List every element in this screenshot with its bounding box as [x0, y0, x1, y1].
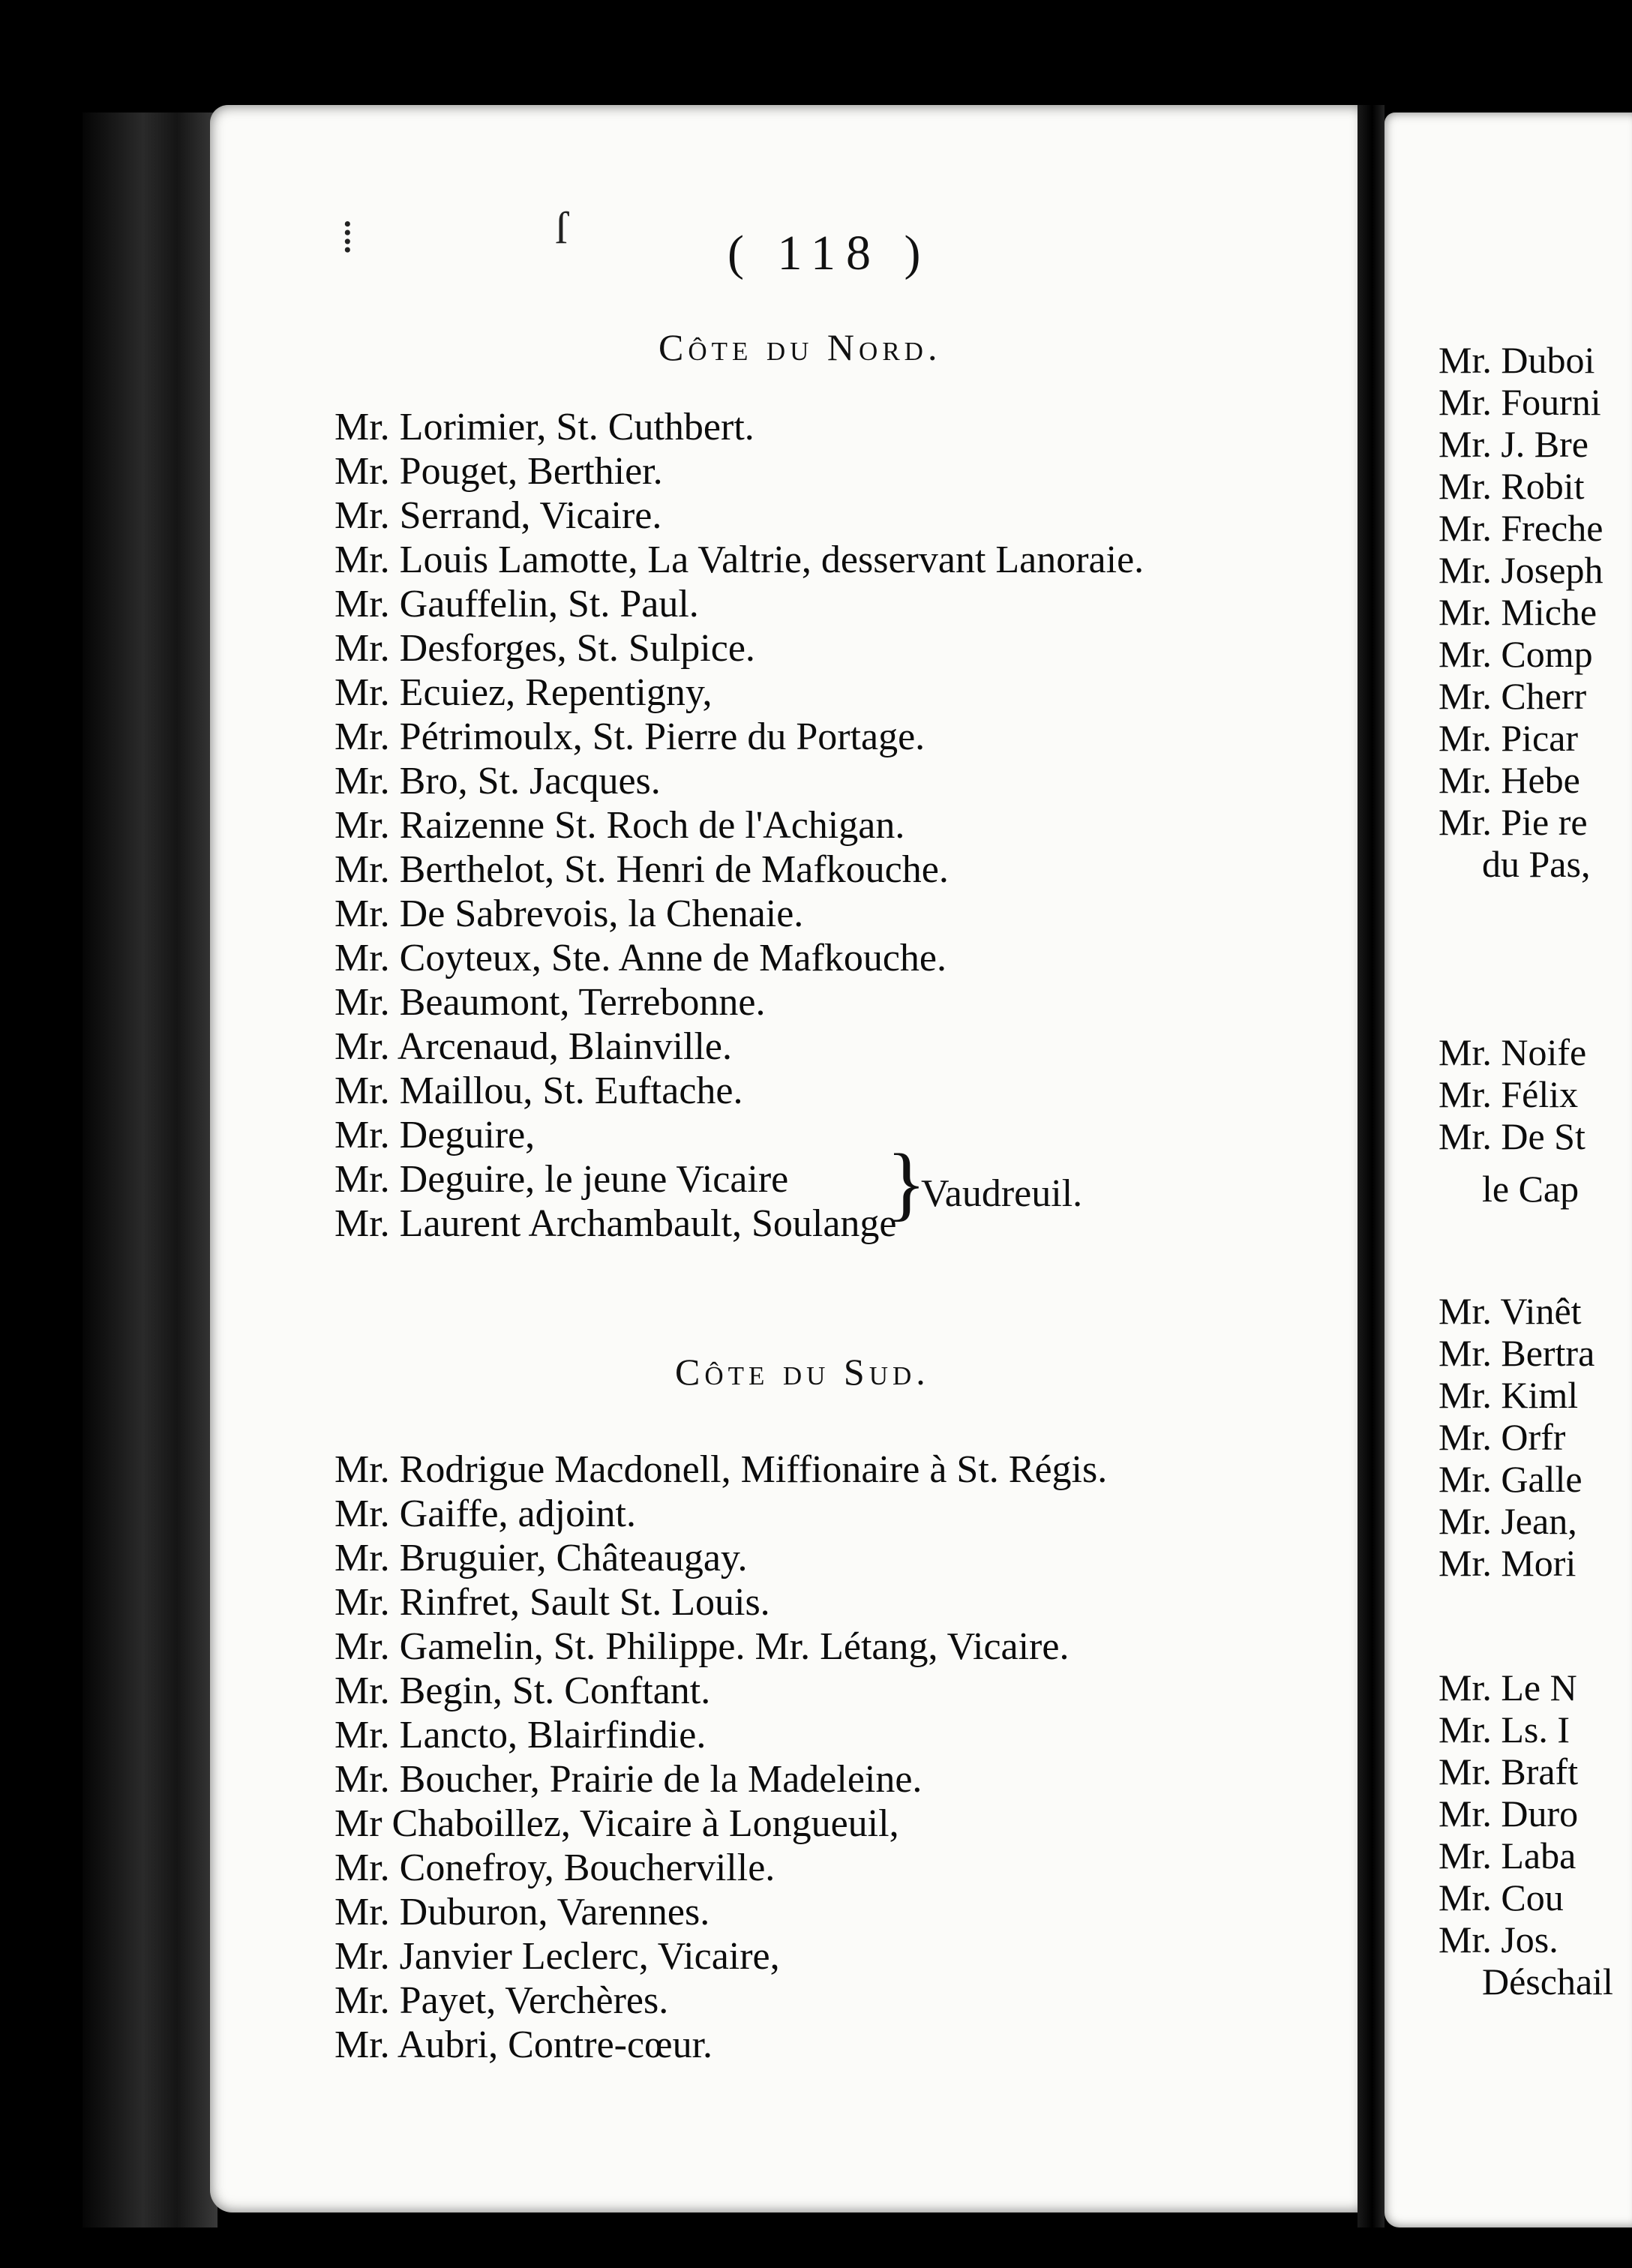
list-item: Mr. Jos.	[1438, 1918, 1558, 1960]
list-item: Mr. J. Bre	[1438, 423, 1588, 465]
right-page-group-1	[1438, 339, 1632, 885]
list-item: Mr. Gauffelin, St. Paul.	[334, 583, 699, 626]
list-item: Mr. Bro, St. Jacques.	[334, 760, 661, 802]
entry-list-sud	[334, 1448, 1107, 2067]
list-item: Mr. Bertra	[1438, 1332, 1595, 1374]
list-item: Mr. Deguire, le jeune Vicaire	[334, 1158, 789, 1201]
list-item: Mr. Beaumont, Terrebonne.	[334, 981, 766, 1024]
list-item: Mr. Arcenaud, Blainville.	[334, 1025, 733, 1068]
list-item: Mr. Noife	[1438, 1031, 1587, 1073]
list-item: Mr. Pétrimoulx, St. Pierre du Portage.	[334, 716, 926, 758]
list-item: Mr. Lorimier, St. Cuthbert.	[334, 406, 754, 448]
list-item: Mr. Jean,	[1438, 1500, 1577, 1542]
list-item: Mr. Rinfret, Sault St. Louis.	[334, 1581, 770, 1624]
list-item: Mr. Vinêt	[1438, 1290, 1582, 1332]
list-item: Mr. Bruguier, Châteaugay.	[334, 1537, 748, 1580]
list-item: Mr. De St	[1438, 1115, 1586, 1157]
right-page-group-3	[1438, 1290, 1632, 1584]
list-item: Mr. Cou	[1438, 1876, 1564, 1918]
list-item: Mr. Félix	[1438, 1073, 1579, 1115]
list-item: Mr. Hebe	[1438, 759, 1580, 801]
entry-list-nord	[334, 405, 1144, 1246]
list-item: Déschail	[1482, 1960, 1613, 2002]
list-item: Mr. Fourni	[1438, 381, 1601, 423]
list-item: Mr. Gaiffe, adjoint.	[334, 1492, 636, 1535]
page-number: ( 118 )	[728, 226, 932, 280]
list-item: Mr. Orfr	[1438, 1416, 1566, 1458]
book-gutter	[1358, 105, 1384, 2228]
right-page-group-4	[1438, 1666, 1632, 2002]
list-item: Mr. Payet, Verchères.	[334, 1979, 669, 2022]
list-item: Mr. Comp	[1438, 633, 1593, 675]
list-item: Mr. Duboi	[1438, 339, 1595, 381]
list-item: du Pas,	[1482, 843, 1591, 885]
list-item: Mr. Janvier Leclerc, Vicaire,	[334, 1935, 780, 1978]
list-item: Mr. Raizenne St. Roch de l'Achigan.	[334, 804, 905, 847]
list-item: Mr. Desforges, St. Sulpice.	[334, 627, 755, 670]
list-item: le Cap	[1482, 1168, 1580, 1210]
list-item: Mr. De Sabrevois, la Chenaie.	[334, 892, 804, 935]
list-item: Mr. Berthelot, St. Henri de Mafkouche.	[334, 848, 949, 891]
list-item: Mr. Pouget, Berthier.	[334, 450, 663, 493]
book-spine	[82, 112, 218, 2228]
list-item: Mr. Mori	[1438, 1542, 1576, 1584]
list-item: Mr. Boucher, Prairie de la Madeleine.	[334, 1758, 922, 1801]
list-item: Mr. Lancto, Blairfindie.	[334, 1714, 706, 1756]
stray-mark: ⁞	[341, 212, 354, 262]
list-item: Mr. Duro	[1438, 1792, 1579, 1834]
list-item: Mr. Laba	[1438, 1834, 1576, 1876]
list-item: Mr. Coyteux, Ste. Anne de Mafkouche.	[334, 937, 946, 980]
list-item: Mr. Gamelin, St. Philippe. Mr. Létang, Vicaire.	[334, 1625, 1070, 1668]
section-heading-sud: Côte du Sud.	[675, 1351, 930, 1393]
list-item: Mr. Serrand, Vicaire.	[334, 494, 662, 537]
list-item: Mr. Louis Lamotte, La Valtrie, desservant Lanoraie.	[334, 538, 1144, 581]
list-item: Mr. Freche	[1438, 507, 1604, 549]
list-item: Mr. Aubri, Contre-cœur.	[334, 2024, 713, 2066]
list-item: Mr. Miche	[1438, 591, 1598, 633]
list-item: Mr. Braft	[1438, 1750, 1579, 1792]
list-item: Mr. Cherr	[1438, 675, 1587, 717]
list-item: Mr. Begin, St. Conftant.	[334, 1670, 711, 1712]
right-page-group-2	[1438, 1031, 1632, 1210]
list-item: Mr. Maillou, St. Euftache.	[334, 1070, 743, 1112]
list-item: Mr. Ecuiez, Repentigny,	[334, 671, 712, 714]
stray-mark: ſ	[555, 203, 568, 253]
list-item: Mr. Laurent Archambault, Soulange	[334, 1202, 897, 1245]
brace-mark: }	[886, 1137, 926, 1228]
list-item: Mr. Robit	[1438, 465, 1585, 507]
list-item: Mr. Galle	[1438, 1458, 1582, 1500]
brace-label: Vaudreuil.	[921, 1172, 1083, 1215]
list-item: Mr. Duburon, Varennes.	[334, 1891, 710, 1934]
list-item: Mr. Pie re	[1438, 801, 1588, 843]
list-item: Mr. Joseph	[1438, 549, 1604, 591]
list-item: Mr Chaboillez, Vicaire à Longueuil,	[334, 1802, 899, 1845]
list-item: Mr. Conefroy, Boucherville.	[334, 1846, 776, 1889]
list-item: Mr. Kiml	[1438, 1374, 1579, 1416]
list-item: Mr. Ls. I	[1438, 1708, 1570, 1750]
list-item: Mr. Le N	[1438, 1666, 1577, 1708]
section-heading-nord: Côte du Nord.	[658, 326, 942, 368]
list-item: Mr. Picar	[1438, 717, 1579, 759]
list-item: Mr. Rodrigue Macdonell, Miffionaire à St. Régis.	[334, 1448, 1108, 1491]
list-item: Mr. Deguire,	[334, 1114, 536, 1156]
